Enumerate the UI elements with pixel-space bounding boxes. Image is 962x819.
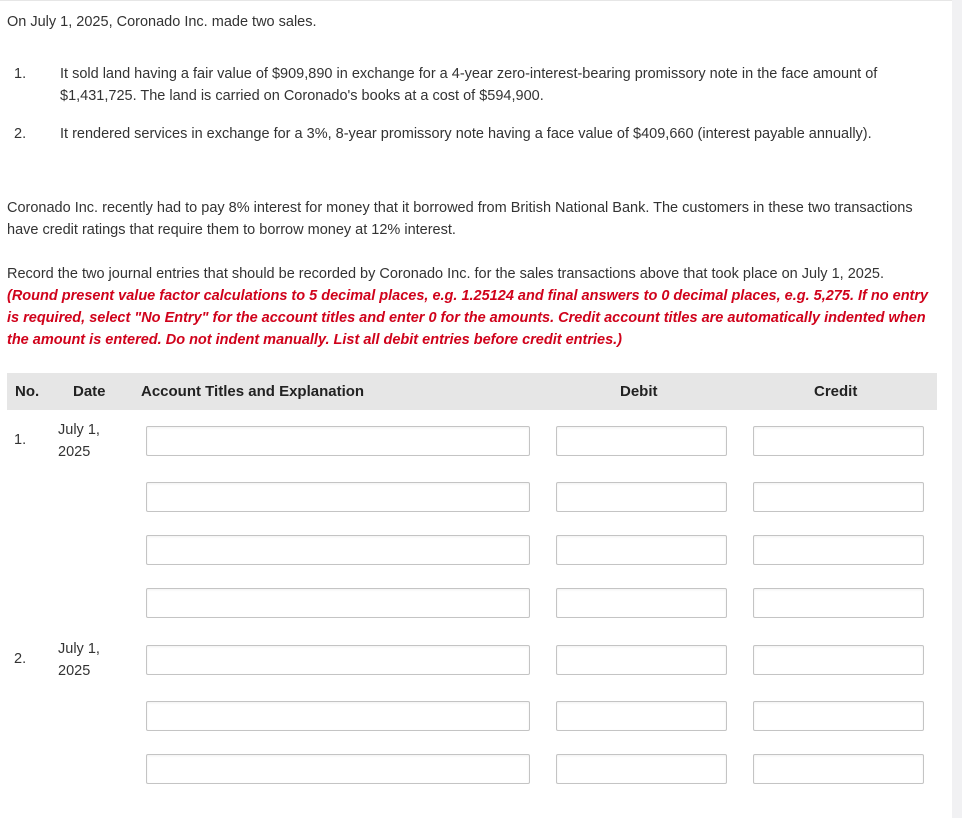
entry-2-row-1-credit-input[interactable] (753, 645, 924, 675)
header-account: Account Titles and Explanation (141, 383, 365, 400)
entry-1-date-line2: 2025 (58, 444, 91, 460)
entry-2-date-line2: 2025 (58, 663, 91, 679)
entry-2-row-3-account-input[interactable] (146, 754, 530, 784)
entry-2-number: 2. (14, 651, 27, 667)
entry-1-row-4-credit-input[interactable] (753, 588, 924, 618)
item-2-number: 2. (14, 126, 27, 142)
entry-1-row-4-debit-input[interactable] (556, 588, 727, 618)
instructions (7, 263, 937, 351)
entry-1-row-2-account-input[interactable] (146, 482, 530, 512)
rates-paragraph: Coronado Inc. recently had to pay 8% interest for money that it borrowed from British National Bank. The customers in these two transactions have credit ratings that require them to borrow money at 12% interest. (7, 200, 913, 238)
entry-2-row-3-debit-input[interactable] (556, 754, 727, 784)
entry-2-row-2-debit-input[interactable] (556, 701, 727, 731)
entry-1-row-1-debit-input[interactable] (556, 426, 727, 456)
entry-2-date (58, 638, 118, 682)
entry-1-row-3-account-input[interactable] (146, 535, 530, 565)
entry-1-row-3-credit-input[interactable] (753, 535, 924, 565)
scrollbar-track[interactable] (952, 0, 962, 818)
journal-table-header (7, 373, 937, 410)
entry-2-row-2-account-input[interactable] (146, 701, 530, 731)
instruction-text: Record the two journal entries that should be recorded by Coronado Inc. for the sales transactions above that took place on July 1, 2025. (7, 266, 884, 282)
header-debit: Debit (620, 383, 658, 400)
instruction-note: (Round present value factor calculations to 5 decimal places, e.g. 1.25124 and final answers to 0 decimal places, e.g. 5,275. If no entry is required, select "No Entry" for the account titles and enter 0 for the amounts. Credit account titles are automatically indented when the amount is entered. Do not indent manually. List all debit entries before credit entries.) (7, 288, 929, 348)
header-credit: Credit (814, 383, 858, 400)
item-2-text: It rendered services in exchange for a 3%, 8-year promissory note having a face value of $409,660 (interest payable annually). (60, 126, 872, 142)
entry-1-row-2-debit-input[interactable] (556, 482, 727, 512)
entry-1-row-3-debit-input[interactable] (556, 535, 727, 565)
header-no: No. (15, 383, 40, 400)
entry-2-row-1-debit-input[interactable] (556, 645, 727, 675)
entry-1-row-2-credit-input[interactable] (753, 482, 924, 512)
entry-2-row-1-account-input[interactable] (146, 645, 530, 675)
entry-1-number: 1. (14, 432, 27, 448)
entry-2-row-3-credit-input[interactable] (753, 754, 924, 784)
entry-1-row-1-account-input[interactable] (146, 426, 530, 456)
entry-1-row-1-credit-input[interactable] (753, 426, 924, 456)
entry-1-date (58, 419, 118, 463)
header-date: Date (73, 383, 106, 400)
entry-2-row-2-credit-input[interactable] (753, 701, 924, 731)
item-1-number: 1. (14, 66, 27, 82)
intro-text: On July 1, 2025, Coronado Inc. made two sales. (7, 14, 317, 30)
entry-2-date-line1: July 1, (58, 641, 100, 657)
item-1-text: It sold land having a fair value of $909,890 in exchange for a 4-year zero-interest-bearing promissory note in the face amount of $1,431,725. The land is carried on Coronado's books at a cost of $594,900. (60, 66, 878, 104)
entry-1-date-line1: July 1, (58, 422, 100, 438)
entry-1-row-4-account-input[interactable] (146, 588, 530, 618)
